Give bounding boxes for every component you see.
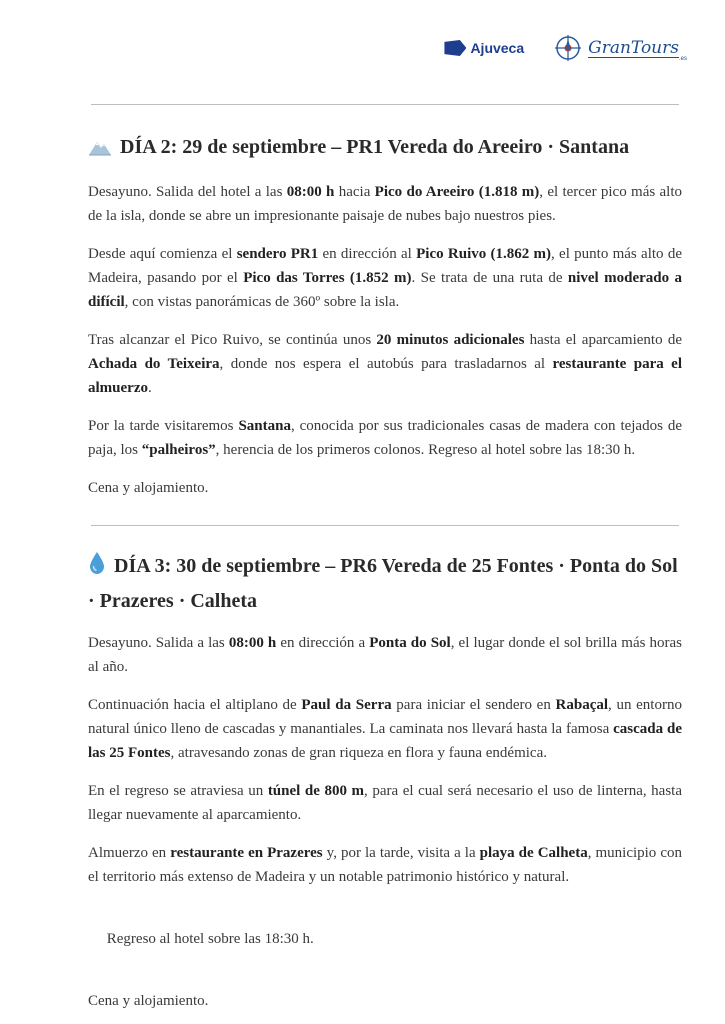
grantours-logo-suffix: .es: [678, 56, 687, 62]
day3-paragraph: Desayuno. Salida a las 08:00 h en dirección a Ponta do Sol, el lugar donde el sol brilla más horas al año.: [88, 635, 683, 675]
day3-title: DÍA 3: 30 de septiembre – PR6 Vereda de 25 Fontes · Ponta do Sol · Prazeres · Calheta: [88, 555, 678, 612]
grantours-logo: [554, 34, 687, 62]
ajuveca-mark-icon: [444, 40, 466, 56]
ajuveca-logo-text: Ajuveca: [470, 40, 525, 56]
day2-paragraph: Desde aquí comienza el sendero PR1 en dirección al Pico Ruivo (1.862 m), el punto más alto de Madeira, pasando por el Pico das Torres (1.852 m). Se trata de una ruta de nivel moderado a difícil, con vistas panorámicas de 360º sobre la isla.: [88, 246, 682, 310]
ajuveca-logo: [444, 40, 524, 56]
day3-paragraph: Continuación hacia el altiplano de Paul da Serra para iniciar el sendero en Rabaçal, un entorno natural único lleno de cascadas y manantiales. La caminata nos llevará hasta la famosa cascada de las 25 Fontes, atravesando zonas de gran riqueza en flora y fauna endémica.: [88, 697, 683, 761]
compass-icon: [554, 34, 582, 62]
day3-paragraph: Almuerzo en restaurante en Prazeres y, por la tarde, visita a la playa de Calheta, municipio con el territorio más extenso de Madeira y un notable patrimonio histórico y natural.: [88, 845, 682, 885]
day3-paragraph: En el regreso se atraviesa un túnel de 800 m, para el cual será necesario el uso de linterna, hasta llegar nuevamente al aparcamiento.: [88, 783, 683, 823]
day2-paragraph: Cena y alojamiento.: [88, 480, 209, 496]
day3-paragraph: Regreso al hotel sobre las 18:30 h.: [103, 931, 314, 947]
day2-paragraph: Desayuno. Salida del hotel a las 08:00 h hacia Pico do Areeiro (1.818 m), el tercer pico más alto de la isla, donde se abre un impresionante paisaje de nubes bajo nuestros pies.: [88, 184, 682, 224]
day2-paragraph: Tras alcanzar el Pico Ruivo, se continúa unos 20 minutos adicionales hasta el aparcamiento de Achada do Teixeira, donde nos espera el autobús para trasladarnos al restaurante para el almuerzo.: [88, 332, 683, 396]
grantours-logo-text: GranTours: [588, 37, 679, 58]
divider-middle: [91, 525, 679, 526]
day2-section: [88, 131, 682, 500]
water-drop-icon: [88, 551, 106, 585]
day2-paragraph: Por la tarde visitaremos Santana, conocida por sus tradicionales casas de madera con tejados de paja, los “palheiros”, herencia de los primeros colonos. Regreso al hotel sobre las 18:30 h.: [88, 418, 682, 458]
header-logos: [444, 34, 687, 62]
day3-heading: [88, 550, 682, 617]
day2-title: DÍA 2: 29 de septiembre – PR1 Vereda do Areeiro · Santana: [120, 136, 630, 158]
divider-top: [91, 104, 679, 105]
day2-heading: [88, 131, 682, 166]
day3-section: [88, 550, 682, 1013]
day3-paragraph: Cena y alojamiento.: [88, 993, 209, 1009]
mountain-icon: [88, 134, 112, 166]
